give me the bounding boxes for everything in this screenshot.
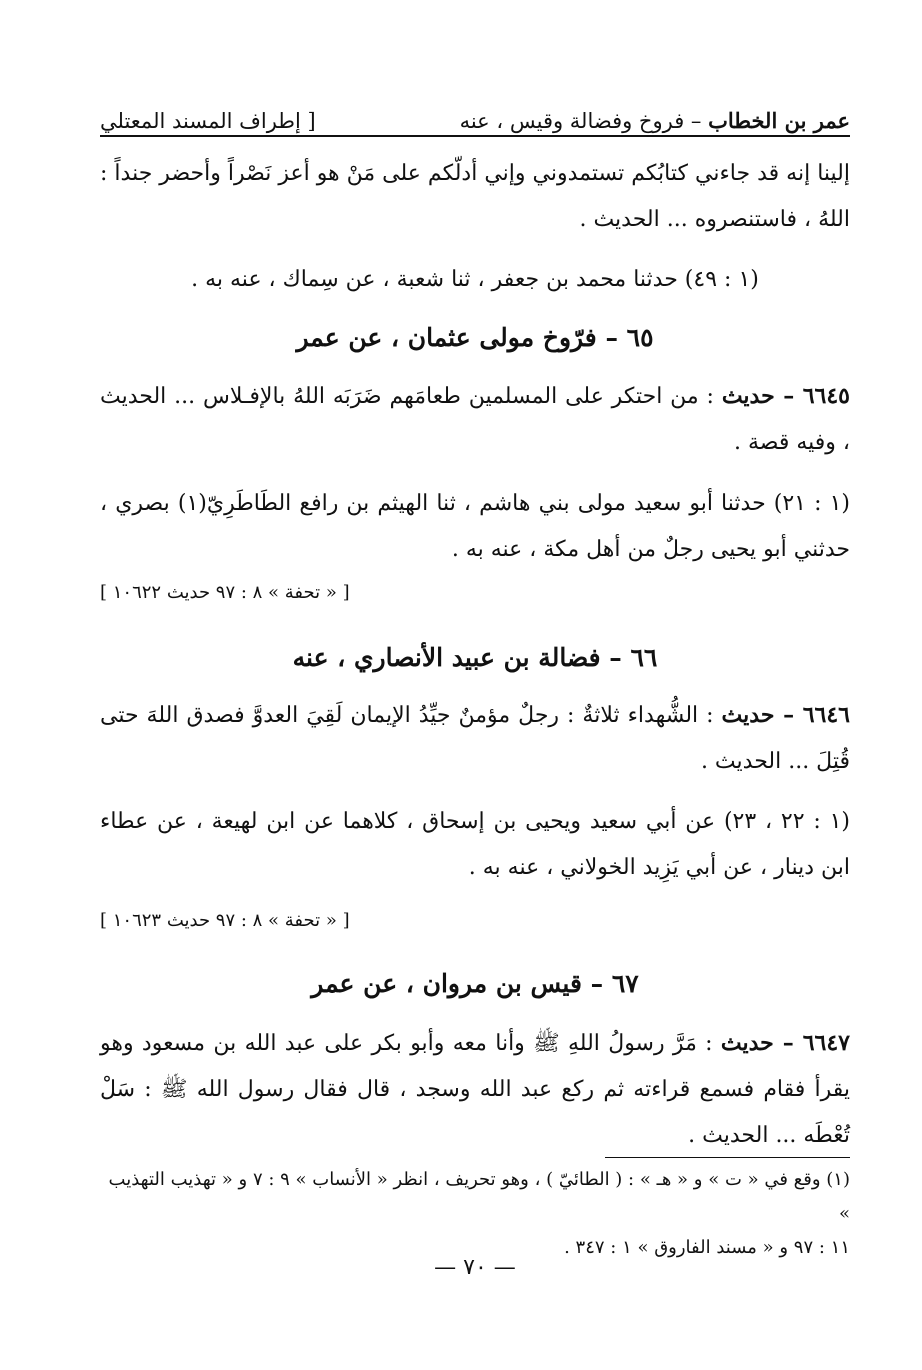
tuhfa-ref-6646: [ « تحفة » ٨ : ٩٧ حديث ١٠٦٢٣ ] xyxy=(100,910,350,931)
hadith-6645-number: ٦٦٤٥ – حديث xyxy=(721,383,850,409)
book-page xyxy=(100,95,850,1295)
header-book-name: [ إطراف المسند المعتلي xyxy=(100,109,316,133)
hadith-6646-isnad: (١ : ٢٢ ، ٢٣) عن أبي سعيد ويحيى بن إسحاق ، كلاهما عن ابن لهيعة ، عن عطاء ابن دينار ، عن أبي يَزِيد الخولاني ، عنه به . xyxy=(100,809,850,880)
hadith-6645-text: : من احتكر على المسلمين طعامَهم ضَرَبَه اللهُ بالإفـلاس ... الحديث ، وفيه قصة . xyxy=(100,384,850,455)
intro-text: إلينا إنه قد جاءني كتابُكم تستمدوني وإني أدلّكم على مَنْ هو أعز نَصْراً وأحضر جنداً : اللهُ ، فاستنصروه ... الحديث . xyxy=(100,161,850,232)
hadith-6646-number: ٦٦٤٦ – حديث xyxy=(721,702,850,728)
tuhfa-ref-6645: [ « تحفة » ٨ : ٩٧ حديث ١٠٦٢٢ ] xyxy=(100,582,350,603)
hadith-6647 xyxy=(100,1020,850,1159)
hadith-6646-text: : الشُّهداء ثلاثةٌ : رجلٌ مؤمنٌ جيِّدُ الإيمان لَقِيَ العدوَّ فصدق اللهَ حتى قُتِلَ ... الحديث . xyxy=(100,703,850,774)
intro-isnad: (١ : ٤٩) حدثنا محمد بن جعفر ، ثنا شعبة ، عن سِماك ، عنه به . xyxy=(191,267,759,292)
header-title-rest: – فروخ وفضالة وقيس ، عنه xyxy=(459,109,709,133)
hadith-6646 xyxy=(100,692,850,785)
section-heading-65: ٦٥ – فرّوخ مولى عثمان ، عن عمر xyxy=(296,323,654,352)
hadith-6645 xyxy=(100,373,850,466)
running-header xyxy=(100,95,850,133)
hadith-6647-text: : مَرَّ رسولُ اللهِ ﷺ وأنا معه وأبو بكر على عبد الله بن مسعود وهو يقرأ فقام فسمع قراءته ثم ركع عبد الله وسجد ، قال فقال رسول الله ﷺ : سَلْ تُعْطَه ... الحديث . xyxy=(100,1031,850,1148)
footnote-rule xyxy=(605,1157,850,1158)
page-number: — ٧٠ — xyxy=(434,1255,516,1280)
footnotes xyxy=(100,1163,850,1265)
hadith-6645-isnad: (١ : ٢١) حدثنا أبو سعيد مولى بني هاشم ، ثنا الهيثم بن رافع الطَاطَرِيّ(١) بصري ، حدثني أبو يحيى رجلٌ من أهل مكة ، عنه به . xyxy=(100,491,850,562)
section-heading-66: ٦٦ – فضالة بن عبيد الأنصاري ، عنه xyxy=(292,643,658,672)
hadith-6647-number: ٦٦٤٧ – حديث xyxy=(720,1030,850,1056)
footnote-line-1: (١) وقع في « ت » و « هـ » : ( الطائيّ ) ، وهو تحريف ، انظر « الأنساب » ٩ : ٧ و « تهذيب التهذيب » xyxy=(108,1169,850,1224)
section-heading-67: ٦٧ – قيس بن مروان ، عن عمر xyxy=(311,969,639,998)
header-title xyxy=(460,108,850,133)
header-title-bold: عمر بن الخطاب xyxy=(708,108,850,133)
header-rule xyxy=(100,135,850,137)
footnote-line-2: ١١ : ٩٧ و « مسند الفاروق » ١ : ٣٤٧ . xyxy=(564,1237,850,1258)
